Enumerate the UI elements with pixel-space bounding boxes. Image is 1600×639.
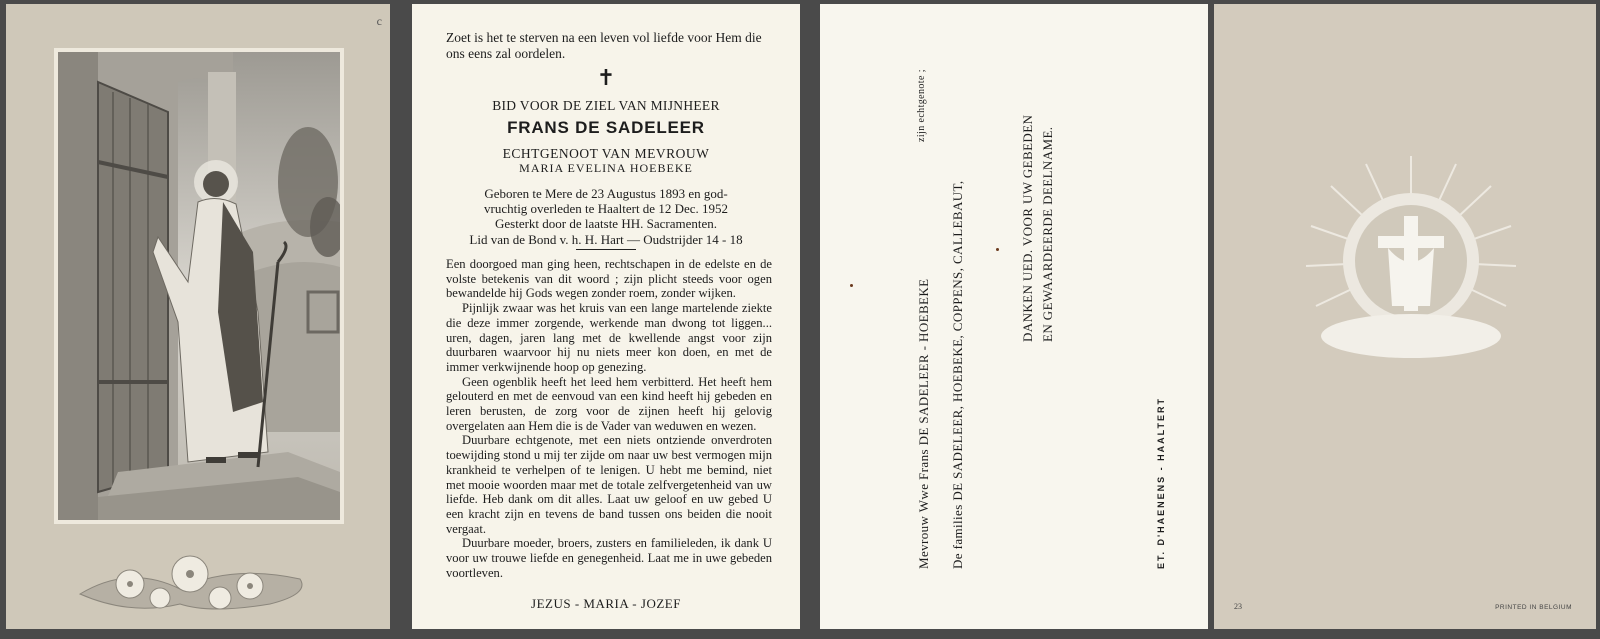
widow-line: Mevrouw Wwe Frans DE SADELEER - HOEBEKE	[916, 278, 931, 569]
card-thanks-panel	[820, 4, 1208, 629]
eulogy-body	[446, 257, 772, 580]
divider	[576, 249, 636, 250]
closing-prayer: JEZUS - MARIA - JOZEF	[531, 596, 681, 611]
eulogy-paragraph: Geen ogenblik heeft het leed hem verbitterd. Het heeft hem gelouterd en met de eenvoud van een kind heeft hij gebeden en leren berusten, de zorg voor de zijnen heeft hij gelovig overgelaten aan Hem die is de Vader van weduwen en wezen.	[446, 374, 772, 433]
birth-line-1: Geboren te Mere de 23 Augustus 1893 en god-	[484, 186, 728, 201]
prayer-heading: BID VOOR DE ZIEL VAN MIJNHEER	[492, 98, 720, 113]
deceased-name: FRANS DE SADELEER	[507, 118, 705, 137]
cross-icon: ✝	[596, 65, 616, 90]
corner-mark: c	[376, 14, 382, 28]
foxing-spot	[996, 248, 999, 251]
lily-flowers-ornament	[70, 534, 326, 618]
spouse-suffix: zijn echtgenote ;	[916, 69, 927, 142]
birth-line-2: vruchtig overleden te Haaltert de 12 Dec. 1952	[483, 201, 729, 216]
foxing-spot	[850, 284, 853, 287]
card-number: 23	[1234, 602, 1242, 611]
eulogy-paragraph: Duurbare echtgenote, met een niets ontziende onverdroten toewijding stond u mij ter zijde om naar uw best vermogen mijn krankheid te verhelpen of te lenigen. U hebt me bemind, niet met mooie woorden maar met de totale zelfvergetenheid van uw liefde. Heb dank om dit alles. Laat uw geloof en uw gebed U een kracht zijn en tevens de band tussen ons beiden die nooit vergaat.	[446, 433, 772, 536]
eulogy-paragraph: Een doorgoed man ging heen, rechtschapen in de edelste en de volste betekenis van dit woord ; zijn plicht steeds voor ogen bewandelde hij Gods wegen zonder roem, zonder wijken.	[446, 257, 772, 301]
cross-emblem-icon	[1306, 156, 1516, 366]
intro-verse: Zoet is het te sterven na een leven vol liefde voor Hem die ons eens zal oordelen.	[446, 30, 762, 61]
printed-in-label: PRINTED IN BELGIUM	[1495, 604, 1572, 611]
thanks-line-2: EN GEWAARDEERDE DEELNAME.	[1040, 126, 1055, 342]
spouse-line-1: ECHTGENOOT VAN MEVROUW	[502, 146, 710, 161]
families-line: De families DE SADELEER, HOEBEKE, COPPENS, CALLEBAUT,	[950, 180, 965, 569]
jesus-at-door-image	[58, 52, 340, 520]
card-back-panel	[1214, 4, 1596, 629]
eulogy-paragraph: Pijnlijk zwaar was het kruis van een lange martelende ziekte die deze immer zorgende, werkende man dwong tot liggen... uren, dagen, jaren lang met de kwellende angst voor zijn duurbaren waarvoor hij nu niets meer kon doen, en met de immer verkwijnende hoop op genezing.	[446, 301, 772, 374]
birth-line-3: Gesterkt door de laatste HH. Sacramenten.	[494, 216, 717, 231]
eulogy-paragraph: Duurbare moeder, broers, zusters en familieleden, ik dank U voor uw trouwe liefde en genegenheid. Laat me in uwe gebeden voortleven.	[446, 536, 772, 580]
card-picture-panel	[6, 4, 390, 629]
picture-frame	[54, 48, 344, 524]
card-text-panel	[412, 4, 800, 629]
spouse-line-2: MARIA EVELINA HOEBEKE	[519, 161, 693, 175]
thanks-line-1: DANKEN UED. VOOR UW GEBEDEN	[1020, 114, 1035, 342]
printer-credit: ET. D'HAENENS - HAALTERT	[1156, 397, 1166, 569]
member-line: Lid van de Bond v. h. H. Hart — Oudstrijder 14 - 18	[469, 232, 743, 247]
